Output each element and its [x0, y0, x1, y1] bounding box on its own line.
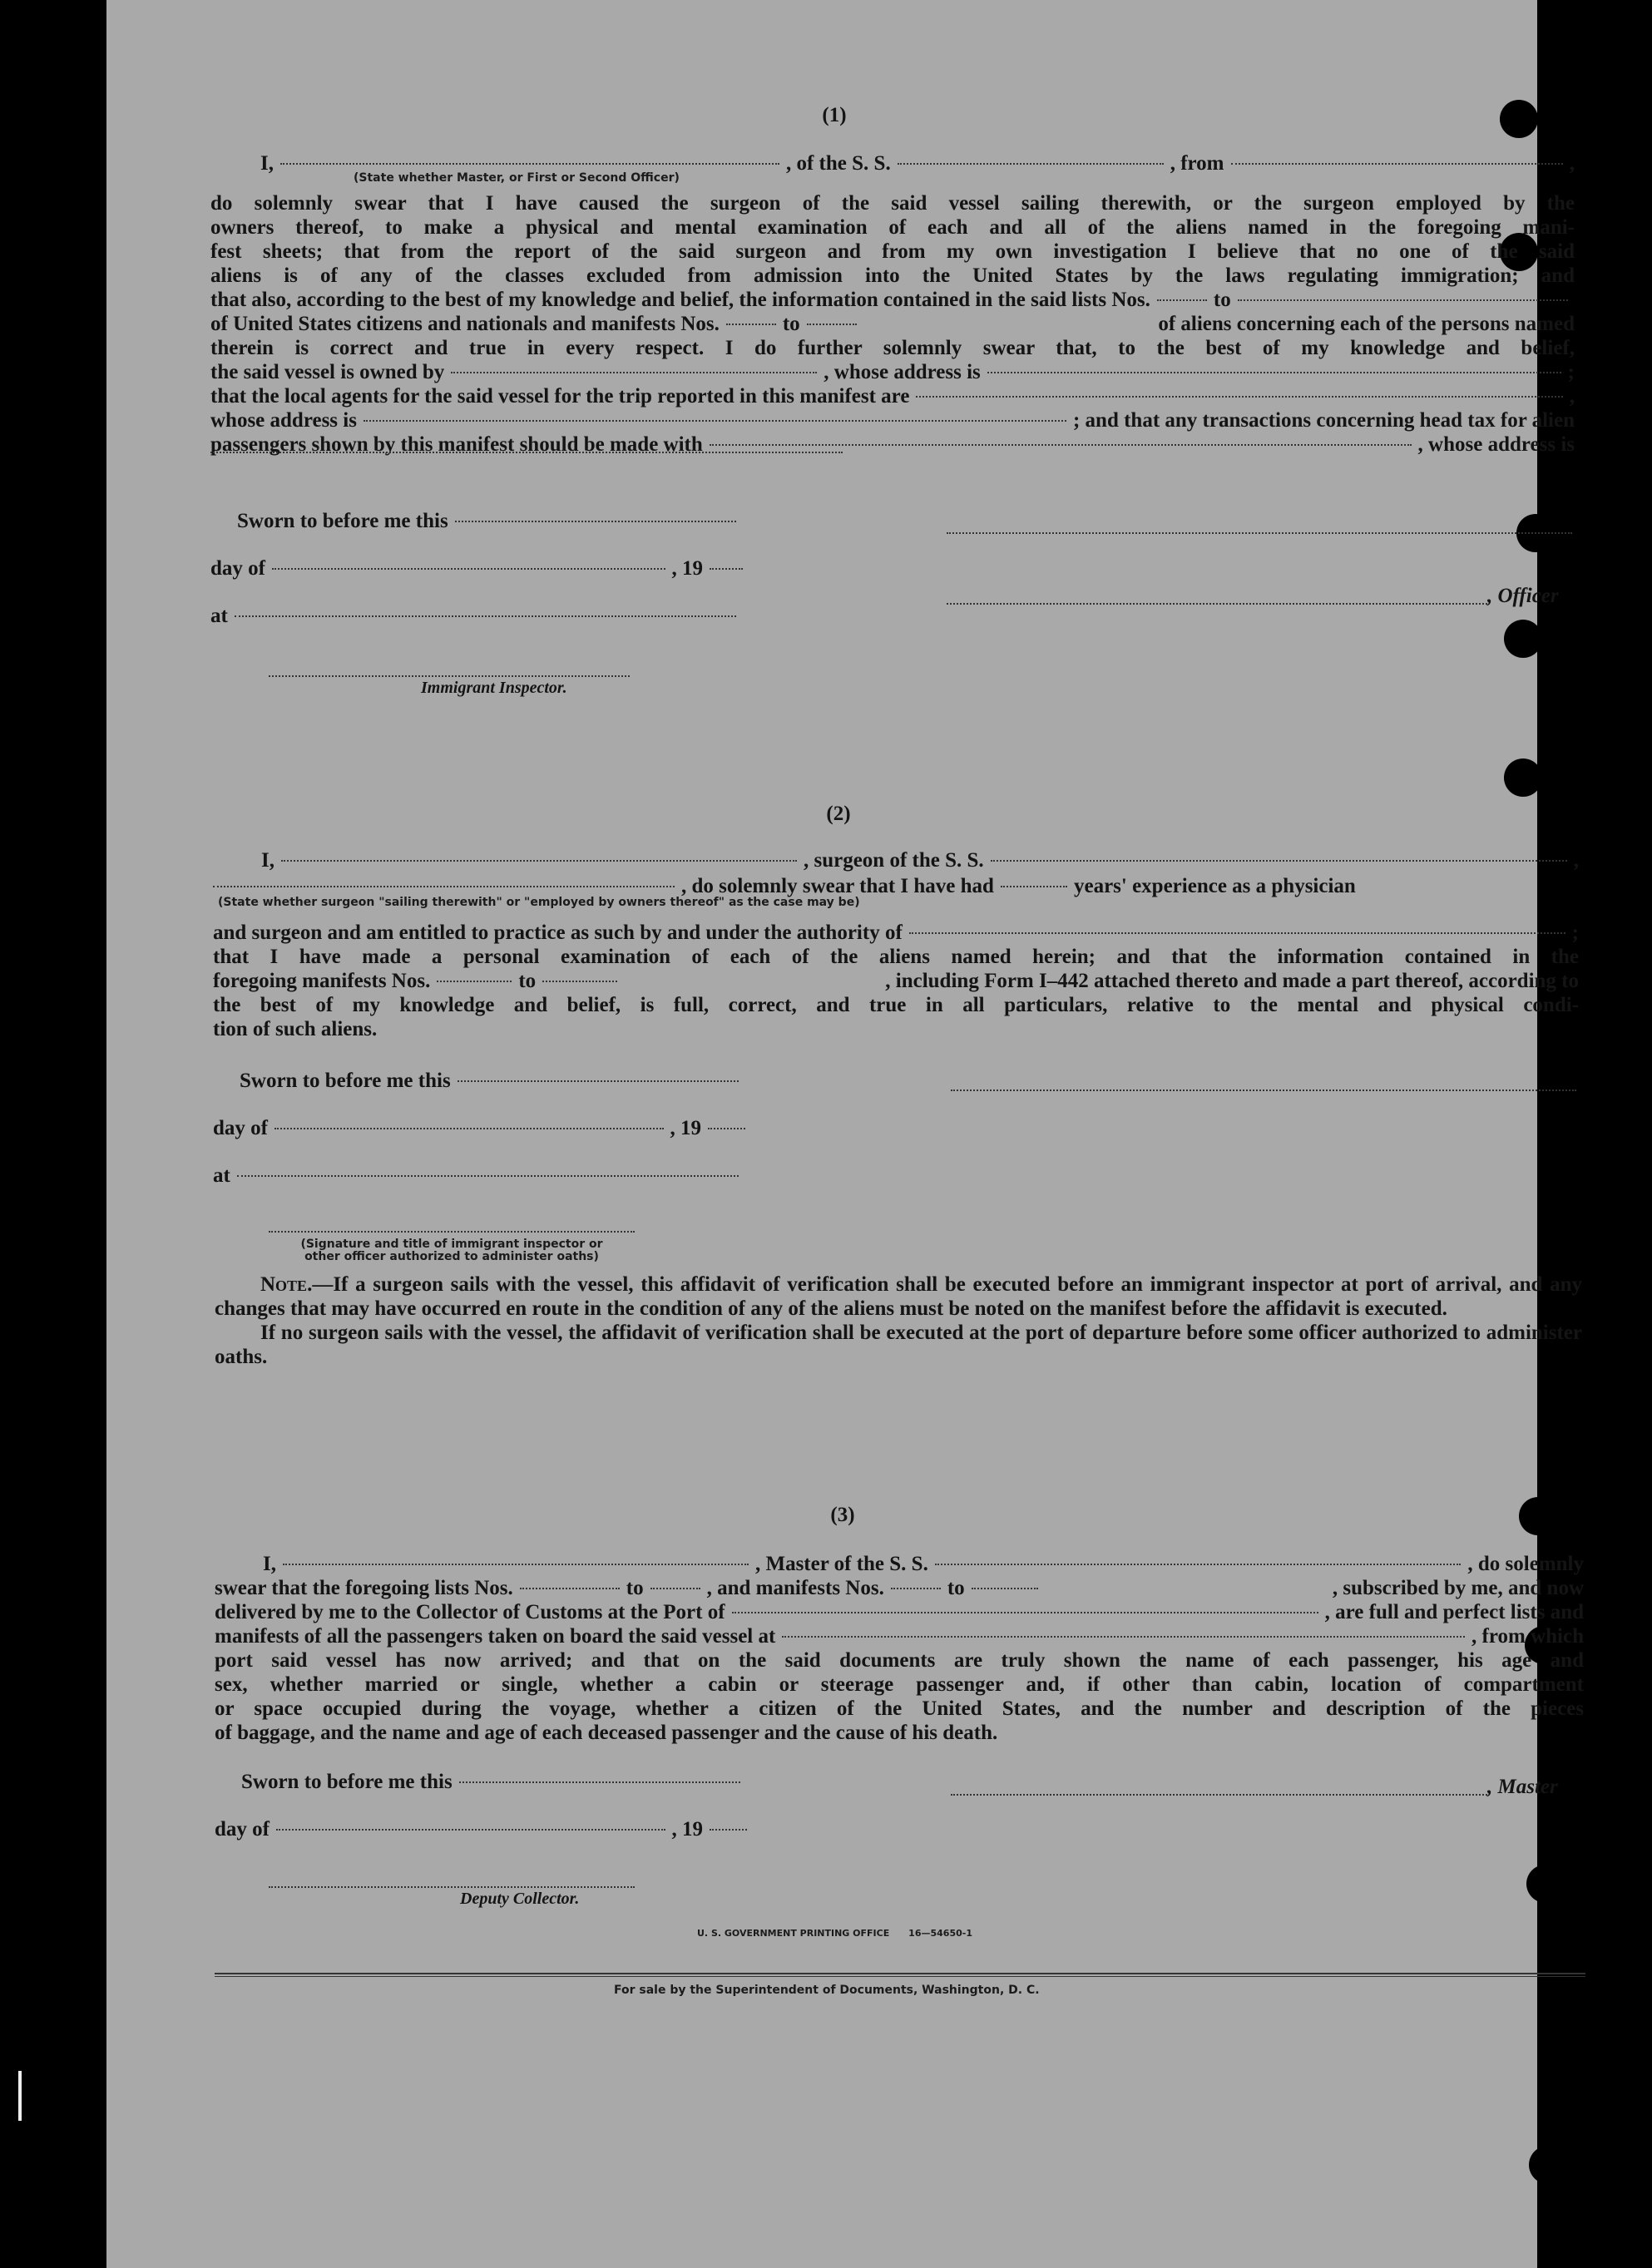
year-field-3[interactable]: [710, 1829, 747, 1831]
authority-field[interactable]: [909, 932, 1565, 934]
officer-caption: , Officer: [1487, 585, 1559, 607]
lists-to-field[interactable]: [1238, 299, 1568, 301]
section-1-line-1: I, , of the S. S. , from ,: [260, 152, 1575, 175]
owner-address-field[interactable]: [987, 372, 1561, 373]
master-manifests-to-field[interactable]: [972, 1588, 1038, 1589]
head-tax-field[interactable]: [710, 444, 1412, 446]
section-1-text: [210, 151, 1575, 468]
agents-field[interactable]: [916, 396, 1562, 398]
section-2-number: (2): [826, 803, 851, 825]
surgeon-name-field[interactable]: [281, 860, 797, 862]
master-manifests-from-field[interactable]: [891, 1588, 941, 1589]
day-of-field-3[interactable]: [276, 1829, 665, 1831]
officer-signature-line-2[interactable]: [947, 603, 1487, 605]
master-name-field[interactable]: [283, 1564, 749, 1565]
lists-from-field[interactable]: [1157, 299, 1207, 301]
footer-rule: [215, 1973, 1585, 1974]
surgeon-signature-line[interactable]: [951, 1090, 1576, 1091]
surgeon-note: (State whether surgeon "sailing therewith" or "employed by owners thereof" as the case may be): [218, 896, 860, 909]
section-3-number: (3): [830, 1504, 855, 1526]
punch-hole: [1529, 2146, 1567, 2184]
surgeon-status-field[interactable]: [213, 886, 675, 887]
deputy-collector-signature-line[interactable]: [269, 1886, 635, 1888]
officer-note: (State whether Master, or First or Second Officer): [354, 171, 680, 185]
sworn-date-field-3[interactable]: [459, 1781, 740, 1783]
year-field[interactable]: [710, 568, 743, 570]
section-2-text: I, , surgeon of the S. S. , , do solemnly swear that I have had years' experience as a physician (State whether surgeon "sailing therewith" or "employed by owners thereof" as the case may be) and surgeon and am entitled to practice as such by and under the authority of ; that I have made a personal examination of each of the aliens named herein; and that the information contained in the foregoing manifests Nos. to , including Form I–442 attached thereto and made a part thereof, according to the best of my knowledge and belief, is full, correct, and true in all particulars, relative to the mental and physical condi- tion of such aliens.: [213, 849, 1579, 1040]
officer-signature-line-1[interactable]: [947, 532, 1572, 534]
manifests-to-field[interactable]: [807, 324, 857, 325]
master-lists-to-field[interactable]: [650, 1588, 700, 1589]
boarding-port-field[interactable]: [782, 1636, 1465, 1638]
owner-field[interactable]: [451, 372, 817, 373]
sworn-date-field-2[interactable]: [458, 1080, 739, 1082]
punch-hole: [1504, 758, 1542, 797]
surgeon-note-paragraph: Note.—If a surgeon sails with the vessel, this affidavit of verification shall be executed before an immigrant inspector at port of arrival, and any changes that may have occurred en route in the condition of any of the aliens must be noted on the manifest before the affidavit is executed. If no surgeon sails with the vessel, the affidavit of verification shall be executed at the port of departure before some officer authorized to administer oaths.: [215, 1273, 1582, 1368]
footer-rule-2: [215, 1976, 1585, 1977]
day-of-field[interactable]: [272, 568, 665, 570]
inspector-signature-line-2[interactable]: [269, 1231, 635, 1233]
section-2-sworn: Sworn to before me this day of , 19 at: [213, 1069, 745, 1188]
section-1-number: (1): [822, 104, 847, 126]
master-caption: , Master: [1487, 1776, 1558, 1798]
port-field[interactable]: [732, 1612, 1318, 1613]
punch-hole: [1519, 1497, 1557, 1535]
master-signature-line[interactable]: [951, 1794, 1487, 1796]
form-page: [106, 0, 1584, 2268]
officer-field[interactable]: [280, 163, 779, 165]
manifests-from-field[interactable]: [726, 324, 776, 325]
at-field[interactable]: [235, 615, 736, 617]
edge-mark: [18, 2071, 22, 2121]
section-1-sworn: Sworn to before me this day of , 19 at: [210, 509, 743, 628]
inspector-signature-line[interactable]: [269, 675, 630, 677]
year-field-2[interactable]: [708, 1128, 745, 1129]
day-of-field-2[interactable]: [275, 1128, 664, 1129]
punch-hole: [1500, 100, 1538, 138]
agents-address-field[interactable]: [364, 420, 1066, 422]
printing-office-line: U. S. GOVERNMENT PRINTING OFFICE 16—54650-1: [697, 1928, 972, 1939]
sale-line: For sale by the Superintendent of Documents, Washington, D. C.: [614, 1984, 1040, 1997]
immigrant-inspector-caption: Immigrant Inspector.: [421, 679, 567, 697]
punch-hole: [1526, 1865, 1565, 1903]
years-experience-field[interactable]: [1001, 886, 1067, 887]
deputy-collector-caption: Deputy Collector.: [460, 1890, 580, 1908]
master-lists-from-field[interactable]: [520, 1588, 620, 1589]
section-3-sworn: Sworn to before me this day of , 19: [215, 1770, 747, 1841]
from-field[interactable]: [1231, 163, 1563, 165]
at-field-2[interactable]: [237, 1175, 739, 1177]
note-label: Note.: [260, 1273, 313, 1296]
section-1-paragraph: do solemnly swear that I have caused the surgeon of the said vessel sailing therewith, or the surgeon employed by the owners thereof, to make a physical and mental examination of each and all of the aliens named in the foregoing mani- fest sheets; that from the report of the said surgeon and from my own investigation I believe that no one of the said aliens is of any of the classes excluded from admission into the United States by the laws regulating immigration; and that also, according to the best of my knowledge and belief, the information contained in the said lists Nos. to of United States citizens and nationals and manifests Nos. to of aliens concerning each of the persons named therein is correct and true in every respect. I do further solemnly swear that, to the best of my knowledge and belief, the said vessel is owned by , whose address is ; that the local agents for the said vessel for the trip reported in this manifest are , whose address is ; and that any transactions concerning head tax for alien passengers shown by this manifest should be made with , whose address is: [210, 192, 1575, 456]
form-manifests-from-field[interactable]: [437, 981, 512, 982]
surgeon-vessel-field[interactable]: [991, 860, 1567, 862]
sworn-date-field[interactable]: [455, 521, 736, 522]
signature-caption: (Signature and title of immigrant inspector or other officer authorized to administer oaths): [300, 1238, 603, 1263]
form-manifests-to-field[interactable]: [542, 981, 617, 982]
master-vessel-field[interactable]: [935, 1564, 1462, 1565]
head-tax-address-field[interactable]: [210, 452, 843, 453]
section-3-text: I, , Master of the S. S. , do solemnly swear that the foregoing lists Nos. to , and manifests Nos. to , subscribed by me, and now delivered by me to the Collector of Customs at the Port of , are full and perfect lists and manifests of all the passengers taken on board the said vessel at , from which port said vessel has now arrived; and that on the said documents are truly shown the name of each passenger, his age and sex, whether married or single, whether a cabin or steerage passenger and, if other than cabin, location of compartment or space occupied during the voyage, whether a citizen of the United States, and the number and description of the pieces of baggage, and the name and age of each deceased passenger and the cause of his death.: [215, 1553, 1584, 1744]
punch-hole: [1504, 620, 1542, 658]
vessel-field[interactable]: [898, 163, 1164, 165]
